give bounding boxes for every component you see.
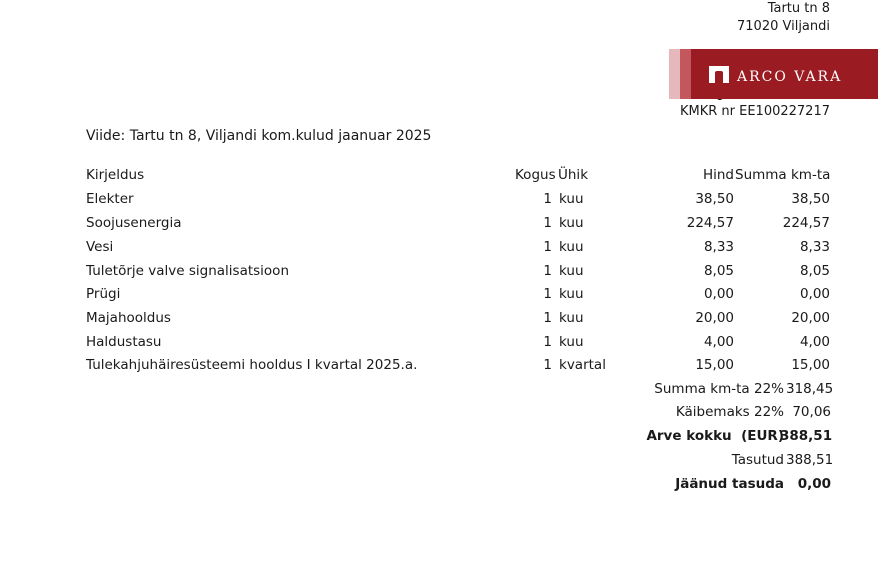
vat-number: KMKR nr EE100227217 <box>679 104 830 119</box>
row-price: 20,00 <box>695 310 734 326</box>
paid-label: Tasutud <box>731 452 784 468</box>
row-description: Haldustasu <box>86 334 162 350</box>
address-line-2: 71020 Viljandi <box>737 19 830 34</box>
banner-stripe-light <box>669 49 680 99</box>
subtotal-label: Summa km-ta 22% <box>654 381 784 397</box>
header-sum: Summa km-ta <box>735 167 831 183</box>
row-unit: kuu <box>559 239 584 255</box>
row-sum: 4,00 <box>799 334 830 350</box>
row-sum: 15,00 <box>791 357 830 373</box>
row-unit: kuu <box>559 286 584 302</box>
header-qty: Kogus <box>515 167 556 183</box>
header-price: Hind <box>702 167 734 183</box>
row-sum: 38,50 <box>791 191 830 207</box>
row-unit: kuu <box>559 215 584 231</box>
due-label: Jäänud tasuda <box>675 476 784 492</box>
vat-label: Käibemaks 22% <box>675 404 784 420</box>
row-description: Tulekahjuhäiresüsteemi hooldus I kvartal 2025.a. <box>86 357 418 373</box>
invoice-reference: Viide: Tartu tn 8, Viljandi kom.kulud jaanuar 2025 <box>86 128 432 144</box>
row-qty: 1 <box>543 286 552 302</box>
row-price: 38,50 <box>695 191 734 207</box>
row-unit: kuu <box>559 263 584 279</box>
row-qty: 1 <box>543 239 552 255</box>
subtotal-value: 318,45 <box>786 381 834 397</box>
row-price: 0,00 <box>703 286 734 302</box>
row-sum: 224,57 <box>782 215 830 231</box>
row-unit: kuu <box>559 310 584 326</box>
row-qty: 1 <box>543 263 552 279</box>
row-description: Soojusenergia <box>86 215 182 231</box>
header-unit: Ühik <box>558 167 589 183</box>
header-description: Kirjeldus <box>86 167 145 183</box>
brand-name: ARCO VARA <box>737 69 843 85</box>
row-price: 8,05 <box>703 263 734 279</box>
row-price: 8,33 <box>703 239 734 255</box>
due-value: 0,00 <box>797 476 831 492</box>
brand-banner <box>669 49 878 99</box>
row-sum: 8,33 <box>799 239 830 255</box>
row-qty: 1 <box>543 334 552 350</box>
row-description: Elekter <box>86 191 134 207</box>
row-price: 4,00 <box>703 334 734 350</box>
row-unit: kvartal <box>559 357 606 373</box>
recipient-address <box>737 0 830 36</box>
banner-stripe-mid <box>680 49 691 99</box>
row-description: Tuletõrje valve signalisatsioon <box>86 263 290 279</box>
address-line-1: Tartu tn 8 <box>767 1 830 16</box>
row-price: 15,00 <box>695 357 734 373</box>
arch-logo-icon <box>709 66 729 83</box>
row-description: Majahooldus <box>86 310 171 326</box>
row-price: 224,57 <box>686 215 734 231</box>
total-label: Arve kokku (EUR) <box>646 428 784 444</box>
row-unit: kuu <box>559 191 584 207</box>
row-qty: 1 <box>543 357 552 373</box>
total-value: 388,51 <box>780 428 833 444</box>
paid-value: 388,51 <box>786 452 834 468</box>
row-sum: 0,00 <box>799 286 830 302</box>
row-qty: 1 <box>543 310 552 326</box>
row-sum: 8,05 <box>799 263 830 279</box>
vat-value: 70,06 <box>792 404 831 420</box>
row-qty: 1 <box>543 215 552 231</box>
row-description: Vesi <box>86 239 114 255</box>
row-qty: 1 <box>543 191 552 207</box>
row-description: Prügi <box>86 286 121 302</box>
row-unit: kuu <box>559 334 584 350</box>
row-sum: 20,00 <box>791 310 830 326</box>
